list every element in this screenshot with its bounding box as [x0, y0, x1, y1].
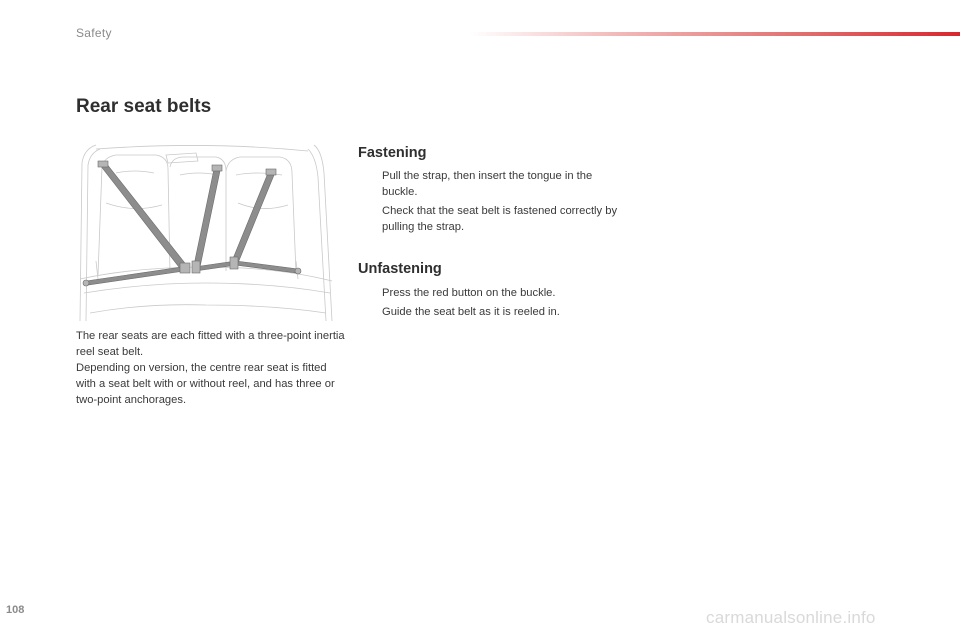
page-number: 108	[6, 604, 25, 616]
step-text: Pull the strap, then insert the tongue in the buckle.	[382, 170, 593, 198]
intro-paragraph-2: Depending on version, the centre rear seat is fitted with a seat belt with or without reel, and has three or two-point anchorages.	[76, 362, 335, 406]
unfastening-steps	[360, 285, 622, 323]
intro-text	[76, 328, 346, 408]
watermark-link[interactable]: carmanualsonline.info	[706, 608, 876, 627]
header-accent-bar	[470, 32, 960, 36]
fastening-heading: Fastening	[358, 145, 427, 161]
section-label: Safety	[76, 26, 112, 40]
list-item	[360, 168, 622, 200]
page-title: Rear seat belts	[76, 96, 212, 117]
rear-seat-illustration	[76, 143, 336, 321]
list-item	[360, 304, 622, 320]
step-text: Press the red button on the buckle.	[382, 287, 556, 299]
step-text: Check that the seat belt is fastened correctly by pulling the strap.	[382, 205, 618, 233]
intro-paragraph-1: The rear seats are each fitted with a three-point inertia reel seat belt.	[76, 330, 345, 358]
list-item	[360, 203, 622, 235]
fastening-steps	[360, 168, 622, 238]
step-text: Guide the seat belt as it is reeled in.	[382, 306, 560, 318]
unfastening-heading: Unfastening	[358, 261, 442, 277]
list-item	[360, 285, 622, 301]
